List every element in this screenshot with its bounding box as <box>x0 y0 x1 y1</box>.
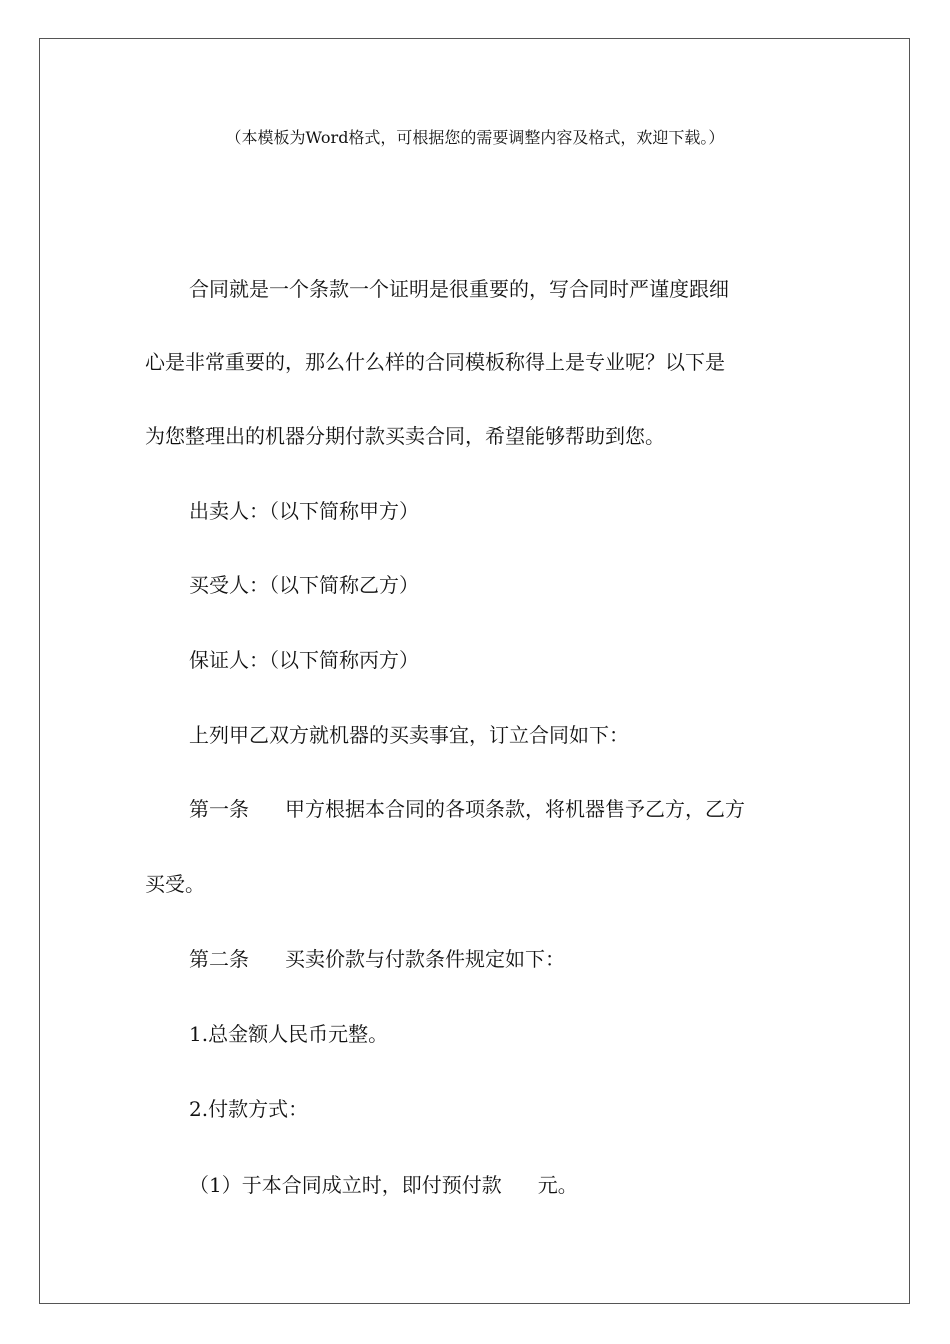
intro-line-1: 合同就是一个条款一个证明是很重要的，写合同时严谨度跟细 <box>189 277 729 301</box>
preamble-line: 上列甲乙双方就机器的买卖事宜，订立合同如下： <box>189 723 629 747</box>
article-1-line-2: 买受。 <box>145 872 205 896</box>
subitem-1-prefix: （1）于本合同成立时，即付预付款 <box>189 1173 502 1197</box>
buyer-line: 买受人：（以下简称乙方） <box>189 573 419 597</box>
template-note: （本模板为Word格式，可根据您的需要调整内容及格式，欢迎下载。） <box>225 128 725 147</box>
article-2-label: 第二条 <box>189 947 249 971</box>
intro-line-3: 为您整理出的机器分期付款买卖合同，希望能够帮助到您。 <box>145 424 665 448</box>
intro-line-2: 心是非常重要的，那么什么样的合同模板称得上是专业呢？以下是 <box>145 350 725 374</box>
article-2-item-1: 1.总金额人民币元整。 <box>189 1022 389 1046</box>
article-2-text: 买卖价款与付款条件规定如下： <box>285 947 565 971</box>
article-1-label: 第一条 <box>189 797 249 821</box>
article-2-line <box>189 944 565 974</box>
page-frame <box>39 38 910 1304</box>
seller-line: 出卖人：（以下简称甲方） <box>189 499 419 523</box>
article-1-text: 甲方根据本合同的各项条款，将机器售予乙方，乙方 <box>285 797 745 821</box>
guarantor-line: 保证人：（以下简称丙方） <box>189 648 419 672</box>
article-1-line-1 <box>189 794 745 824</box>
article-2-item-2: 2.付款方式： <box>189 1097 309 1121</box>
subitem-1-suffix: 元。 <box>537 1173 578 1197</box>
article-2-subitem-1 <box>189 1170 578 1200</box>
